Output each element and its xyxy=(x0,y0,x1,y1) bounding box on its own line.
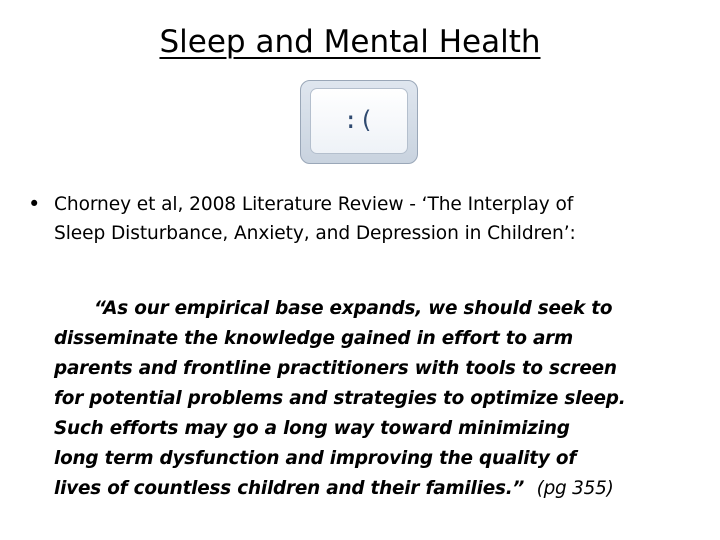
keyboard-key-face xyxy=(310,88,408,154)
quote-line: “As our empirical base expands, we should seek to xyxy=(94,298,613,319)
quote-line: disseminate the knowledge gained in effort to arm xyxy=(54,328,574,349)
page-reference: (pg 355) xyxy=(536,478,614,499)
key-label: :( xyxy=(343,106,375,134)
quote-line: parents and frontline practitioners with tools to screen xyxy=(54,358,617,379)
quote-line-text: lives of countless children and their families.” xyxy=(54,478,525,499)
reference-line: Chorney et al, 2008 Literature Review - ‘The Interplay of xyxy=(54,194,574,215)
slide-title: Sleep and Mental Health xyxy=(159,24,541,60)
bullet-icon: • xyxy=(28,192,41,216)
quote-line: for potential problems and strategies to optimize sleep. xyxy=(54,388,626,409)
reference-line: Sleep Disturbance, Anxiety, and Depression in Children’: xyxy=(54,223,576,244)
quote-block xyxy=(54,294,714,504)
reference-text xyxy=(54,190,704,248)
quote-line: Such efforts may go a long way toward minimizing xyxy=(54,418,570,439)
quote-line-last xyxy=(54,474,714,504)
quote-line: long term dysfunction and improving the quality of xyxy=(54,448,577,469)
keyboard-key-icon xyxy=(300,80,418,164)
